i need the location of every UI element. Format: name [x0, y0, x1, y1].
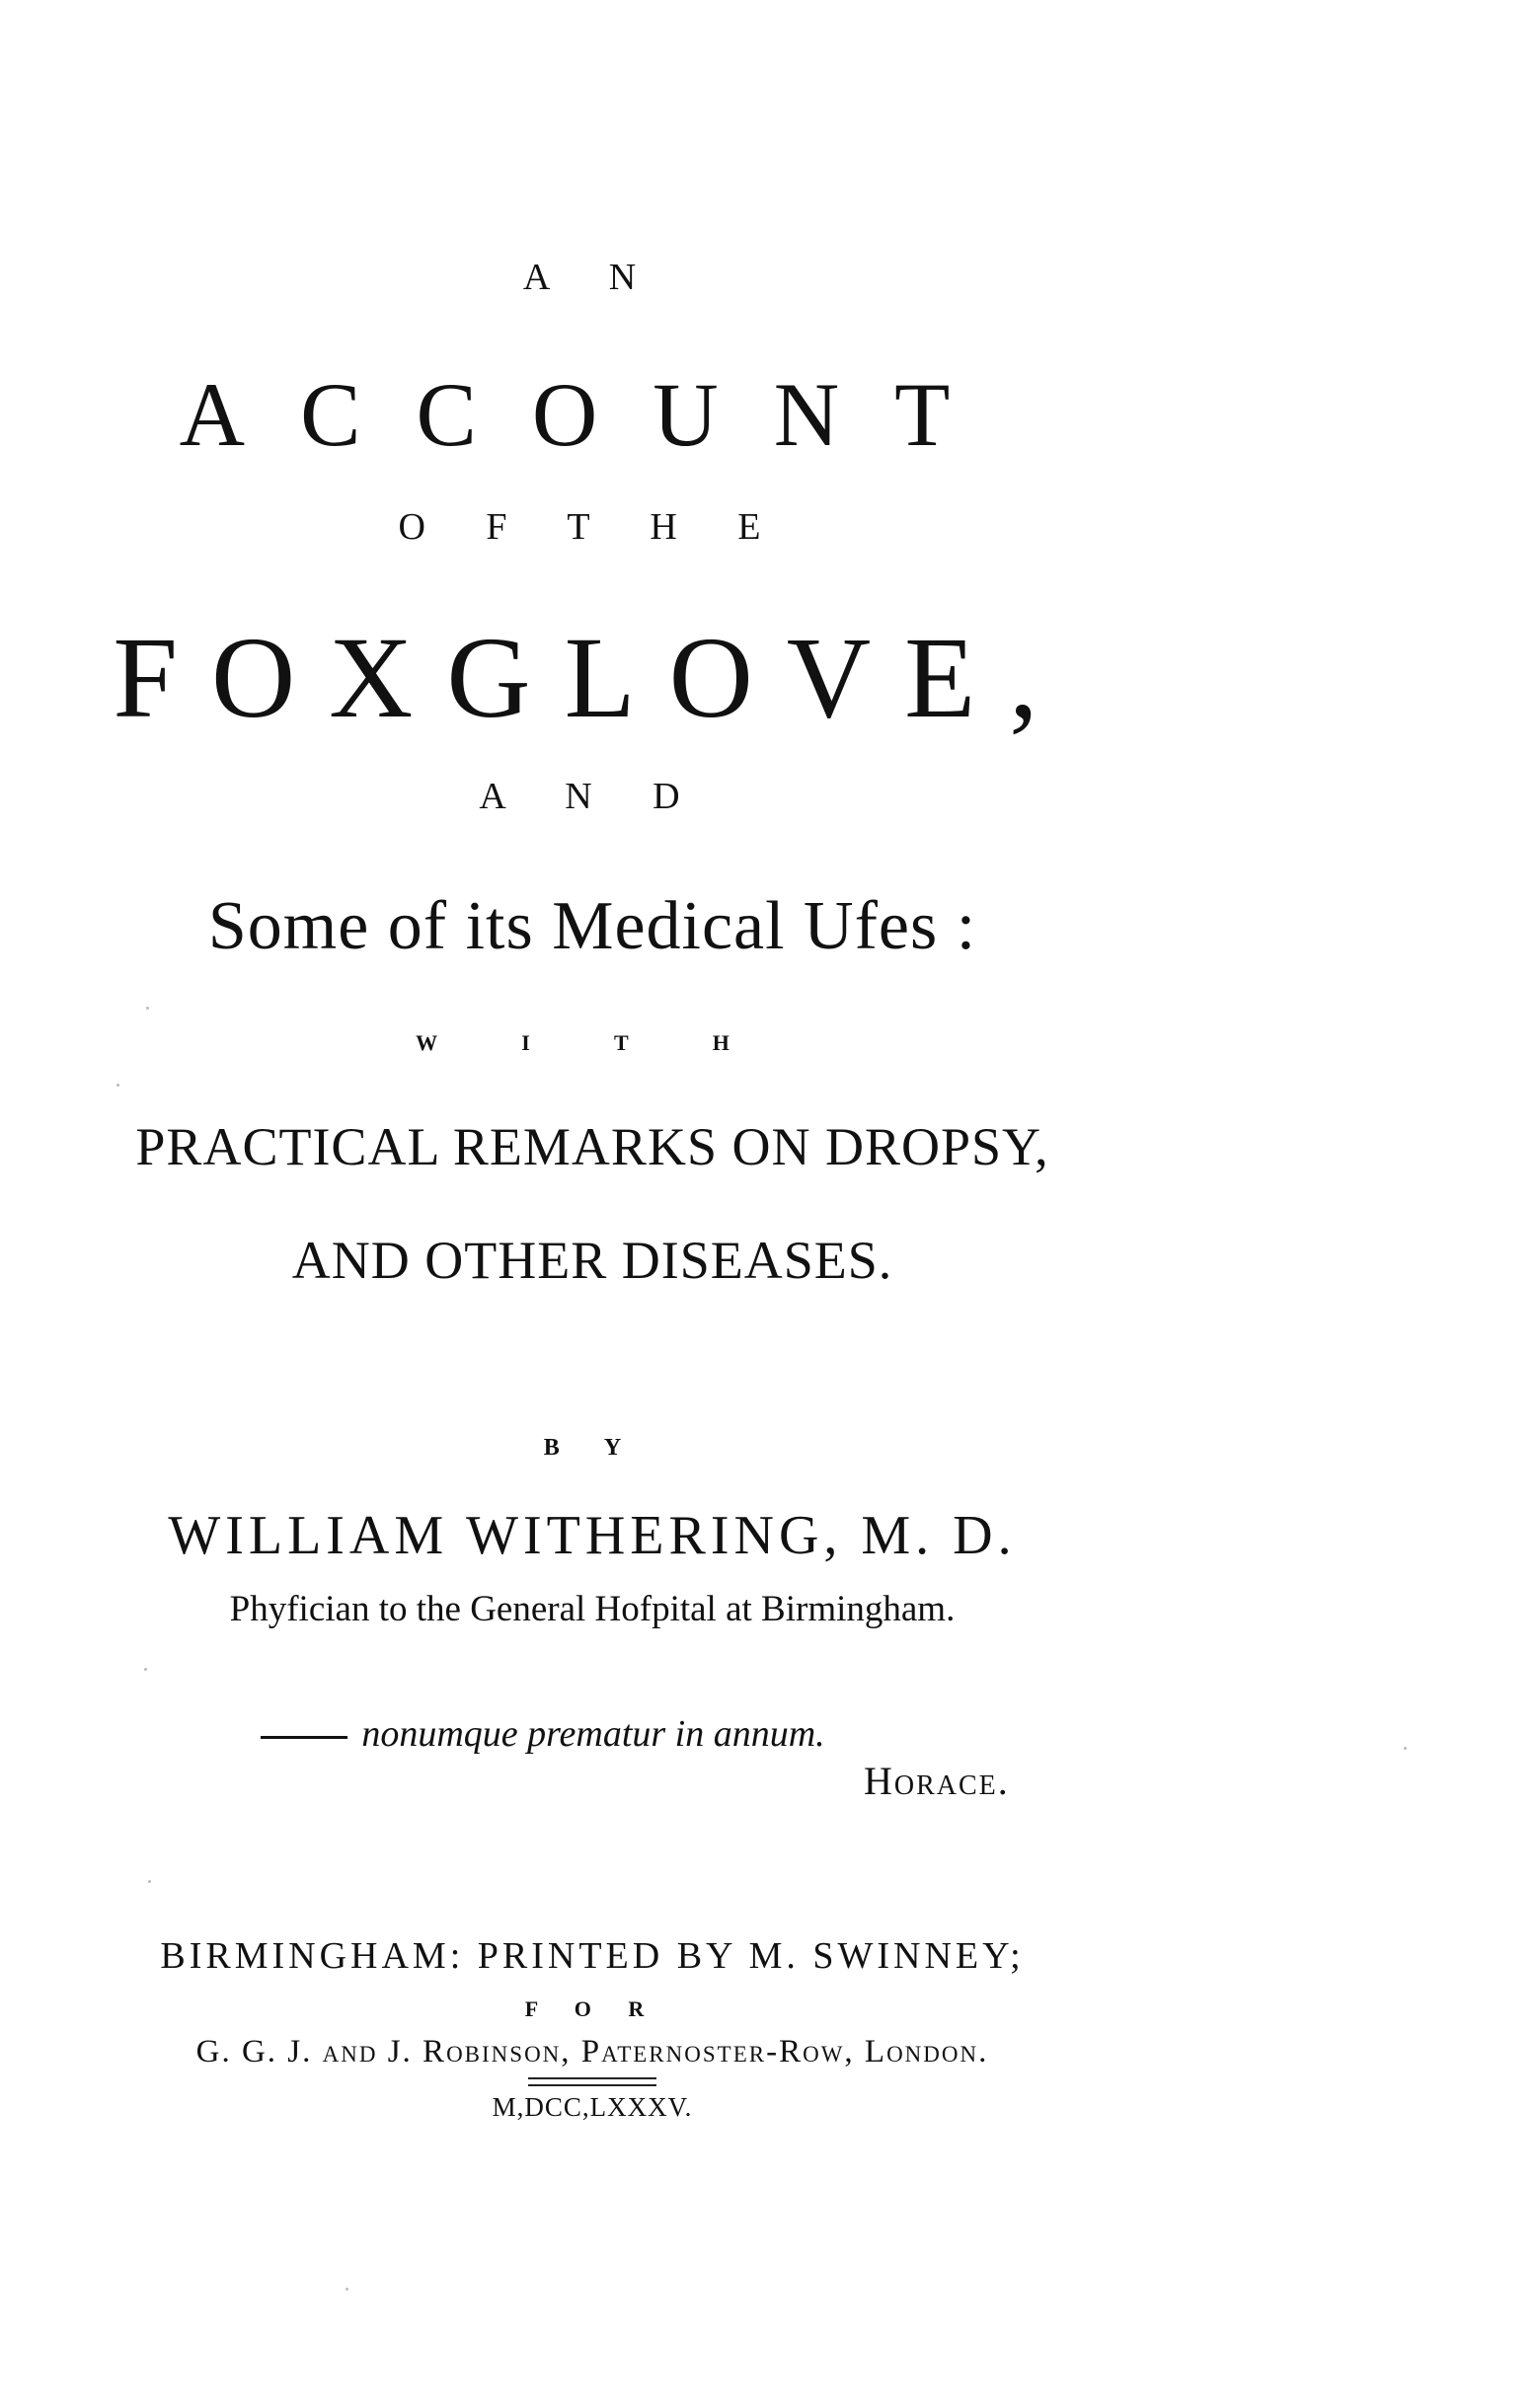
scan-speck	[116, 1084, 119, 1087]
byline-by: B Y	[543, 1435, 642, 1461]
motto-dash	[261, 1736, 347, 1739]
subtitle-medical-uses: Some of its Medical Ufes :	[207, 888, 977, 964]
author-position: Phyfician to the General Hofpital at Birmingham.	[229, 1589, 956, 1629]
title-word-foxglove: FOXGLOVE,	[113, 613, 1072, 742]
title-article: A N	[522, 257, 662, 298]
subtitle-with: W I T H	[416, 1030, 769, 1055]
motto-attribution: Horace.	[864, 1759, 1010, 1803]
imprint-printer: BIRMINGHAM: PRINTED BY M. SWINNEY;	[160, 1935, 1025, 1977]
motto	[0, 1715, 1086, 1753]
motto-text: nonumque prematur in annum.	[361, 1713, 825, 1755]
scan-speck	[346, 2288, 348, 2291]
scan-speck	[144, 1668, 147, 1671]
scan-speck	[1404, 1747, 1407, 1750]
title-and: A N D	[479, 776, 706, 817]
subtitle-remarks-line-1: PRACTICAL REMARKS ON DROPSY,	[135, 1117, 1049, 1176]
subtitle-remarks-line-2: AND OTHER DISEASES.	[291, 1231, 893, 1290]
scan-speck	[146, 1007, 149, 1010]
title-of-the: O F T H E	[398, 506, 787, 548]
imprint-publishers: G. G. J. and J. Robinson, Paternoster-Row, London.	[195, 2034, 989, 2069]
scan-speck	[148, 1880, 151, 1883]
title-word-account: ACCOUNT	[179, 364, 1006, 465]
imprint-rule-bottom	[528, 2084, 656, 2086]
imprint-for: F O R	[524, 1996, 660, 2021]
author-name: WILLIAM WITHERING, M. D.	[168, 1505, 1017, 1566]
imprint-rule-top	[528, 2077, 656, 2079]
imprint-date: M,DCC,LXXXV.	[492, 2092, 693, 2122]
